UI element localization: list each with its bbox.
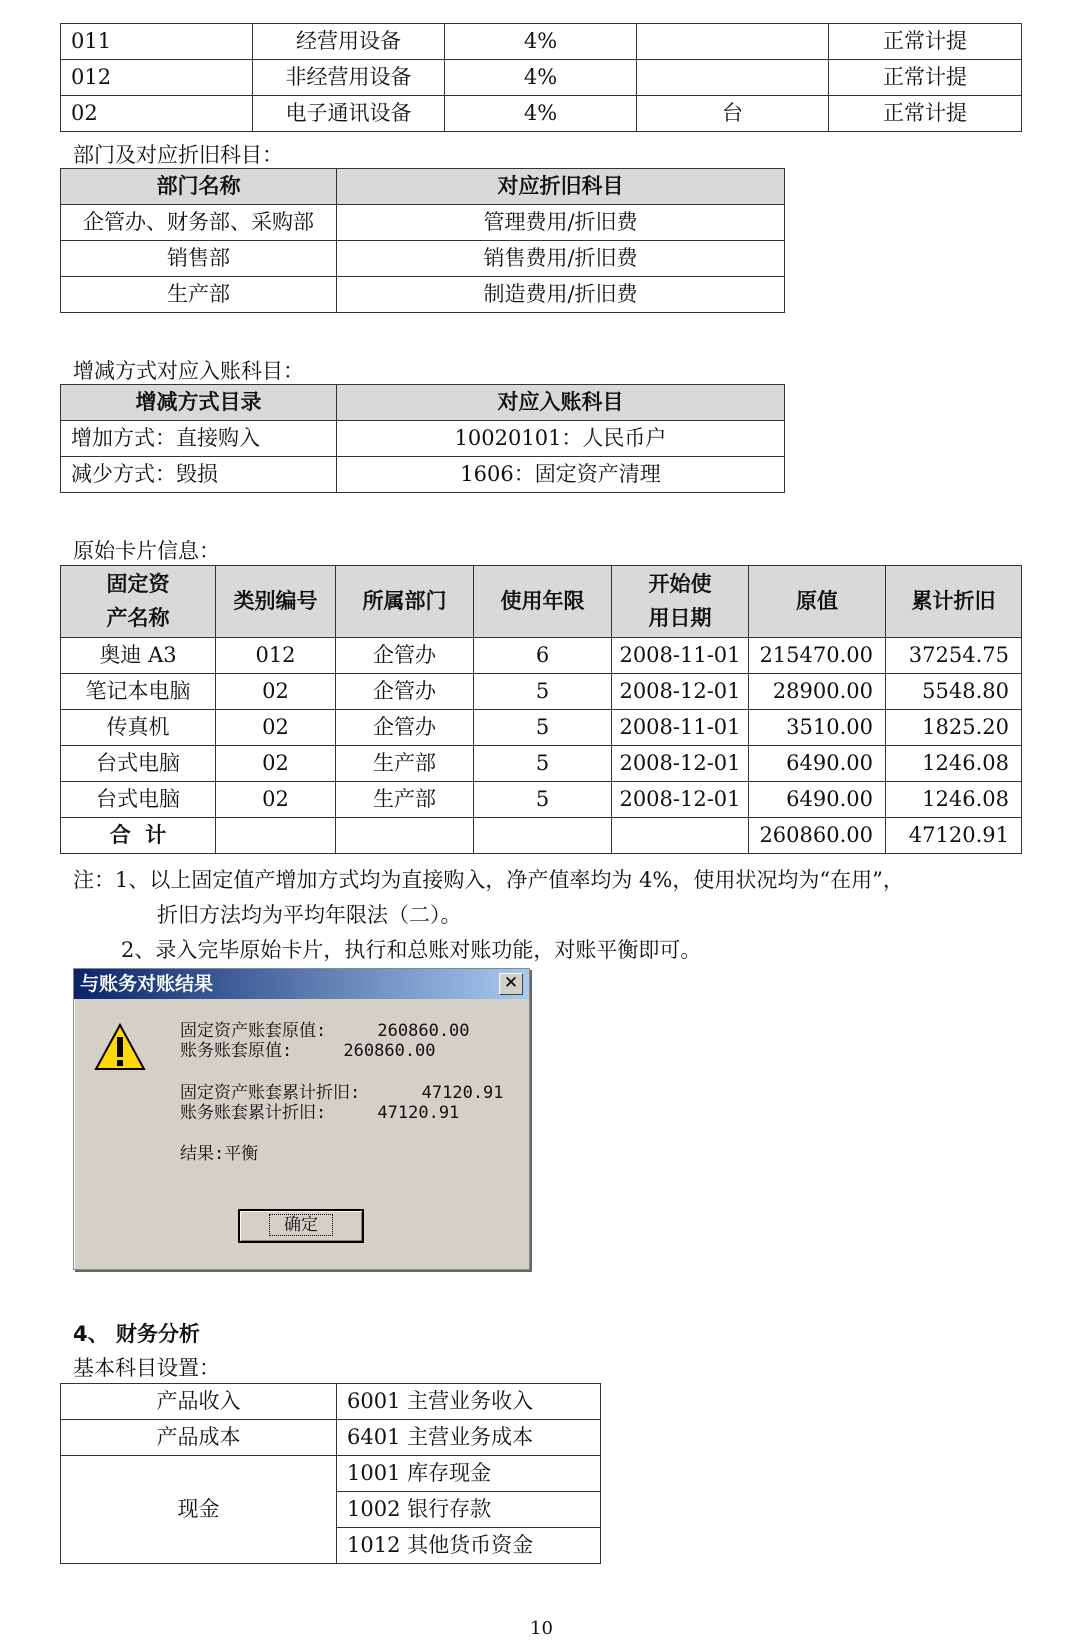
original-value: 3510.00 xyxy=(749,710,886,746)
section-subheading: 基本科目设置： xyxy=(73,1356,220,1380)
start-date: 2008-12-01 xyxy=(612,746,749,782)
table-row xyxy=(61,638,1022,674)
account-item: 1001 库存现金 xyxy=(337,1456,601,1492)
change-account: 1606：固定资产清理 xyxy=(337,457,785,493)
account-item: 1012 其他货币资金 xyxy=(337,1528,601,1564)
total-accum-depreciation: 47120.91 xyxy=(886,818,1022,854)
depreciation-mode: 正常计提 xyxy=(829,96,1022,132)
start-date: 2008-11-01 xyxy=(612,710,749,746)
category-name: 非经营用设备 xyxy=(253,60,445,96)
asset-name: 笔记本电脑 xyxy=(61,674,216,710)
column-header-accum-depreciation: 累计折旧 xyxy=(886,566,1022,638)
dept-name: 企管办、财务部、采购部 xyxy=(61,205,337,241)
unit xyxy=(637,24,829,60)
note-line-2: 折旧方法均为平均年限法（二）。 xyxy=(157,903,462,927)
years: 6 xyxy=(474,638,612,674)
total-label: 合 计 xyxy=(61,818,216,854)
depreciation-mode: 正常计提 xyxy=(829,60,1022,96)
ledger-original-value-line: 账务账套原值: 260860.00 xyxy=(180,1041,436,1061)
change-heading: 增减方式对应入账科目： xyxy=(73,359,304,383)
table-row xyxy=(61,710,1022,746)
table-row xyxy=(61,96,1022,132)
ledger-accum-depreciation-line: 账务账套累计折旧: 47120.91 xyxy=(180,1103,460,1123)
total-empty xyxy=(216,818,336,854)
years: 5 xyxy=(474,782,612,818)
dept-account: 销售费用/折旧费 xyxy=(337,241,785,277)
residual-rate: 4% xyxy=(445,60,637,96)
dept: 生产部 xyxy=(336,782,474,818)
basic-account-table xyxy=(60,1383,601,1564)
note-line-3: 2、录入完毕原始卡片，执行和总账对账功能，对账平衡即可。 xyxy=(121,938,702,962)
start-date: 2008-12-01 xyxy=(612,674,749,710)
original-value: 6490.00 xyxy=(749,746,886,782)
note-line-1: 注：1、以上固定值产增加方式均为直接购入，净产值率均为 4%，使用状况均为“在用”， xyxy=(73,868,904,892)
accum-depreciation: 1246.08 xyxy=(886,746,1022,782)
table-row xyxy=(61,421,785,457)
category-code: 012 xyxy=(216,638,336,674)
unit: 台 xyxy=(637,96,829,132)
account-label: 现金 xyxy=(61,1456,337,1564)
table-row xyxy=(61,24,1022,60)
category-code: 011 xyxy=(61,24,253,60)
accum-depreciation: 1246.08 xyxy=(886,782,1022,818)
original-value: 6490.00 xyxy=(749,782,886,818)
dept-table xyxy=(60,168,785,313)
category-name: 经营用设备 xyxy=(253,24,445,60)
asset-name: 传真机 xyxy=(61,710,216,746)
table-row xyxy=(61,1456,601,1492)
column-header-category-code: 类别编号 xyxy=(216,566,336,638)
unit xyxy=(637,60,829,96)
original-value: 28900.00 xyxy=(749,674,886,710)
table-row xyxy=(61,782,1022,818)
page-number: 10 xyxy=(530,1618,553,1639)
table-row xyxy=(61,277,785,313)
original-cards-table xyxy=(60,565,1022,854)
years: 5 xyxy=(474,746,612,782)
dept-account: 管理费用/折旧费 xyxy=(337,205,785,241)
column-header: 部门名称 xyxy=(61,169,337,205)
depreciation-mode: 正常计提 xyxy=(829,24,1022,60)
table-row xyxy=(61,1384,601,1420)
dept-account: 制造费用/折旧费 xyxy=(337,277,785,313)
residual-rate: 4% xyxy=(445,96,637,132)
change-method: 增加方式：直接购入 xyxy=(61,421,337,457)
reconciliation-dialog xyxy=(73,968,530,1270)
column-header-start-date: 开始使 用日期 xyxy=(612,566,749,638)
total-empty xyxy=(336,818,474,854)
account-item: 1002 银行存款 xyxy=(337,1492,601,1528)
category-code: 02 xyxy=(216,782,336,818)
dept: 企管办 xyxy=(336,638,474,674)
warning-icon xyxy=(94,1021,146,1073)
section-title: 4、 财务分析 xyxy=(73,1322,200,1346)
change-method-table xyxy=(60,384,785,493)
dept-name: 销售部 xyxy=(61,241,337,277)
dept: 企管办 xyxy=(336,674,474,710)
result-line: 结果:平衡 xyxy=(180,1144,259,1164)
asset-name: 奥迪 A3 xyxy=(61,638,216,674)
category-code: 02 xyxy=(216,710,336,746)
category-name: 电子通讯设备 xyxy=(253,96,445,132)
years: 5 xyxy=(474,710,612,746)
years: 5 xyxy=(474,674,612,710)
column-header-dept: 所属部门 xyxy=(336,566,474,638)
dialog-title-bar xyxy=(74,969,529,999)
dialog-title: 与账务对账结果 xyxy=(80,973,214,995)
start-date: 2008-11-01 xyxy=(612,638,749,674)
dept-name: 生产部 xyxy=(61,277,337,313)
table-header-row xyxy=(61,169,785,205)
accum-depreciation: 5548.80 xyxy=(886,674,1022,710)
ok-button-label: 确定 xyxy=(269,1214,333,1236)
table-row xyxy=(61,674,1022,710)
start-date: 2008-12-01 xyxy=(612,782,749,818)
account-label: 产品收入 xyxy=(61,1384,337,1420)
table-header-row xyxy=(61,566,1022,638)
column-header: 对应入账科目 xyxy=(337,385,785,421)
change-account: 10020101：人民币户 xyxy=(337,421,785,457)
asset-accum-depreciation-line: 固定资产账套累计折旧: 47120.91 xyxy=(180,1083,504,1103)
table-row xyxy=(61,457,785,493)
category-code: 02 xyxy=(216,746,336,782)
close-icon[interactable]: ✕ xyxy=(499,973,523,995)
total-empty xyxy=(474,818,612,854)
table-row xyxy=(61,746,1022,782)
table-row xyxy=(61,1420,601,1456)
asset-name: 台式电脑 xyxy=(61,782,216,818)
ok-button[interactable] xyxy=(238,1209,364,1243)
table-total-row xyxy=(61,818,1022,854)
asset-name: 台式电脑 xyxy=(61,746,216,782)
cards-heading: 原始卡片信息： xyxy=(73,539,220,563)
total-empty xyxy=(612,818,749,854)
change-method: 减少方式：毁损 xyxy=(61,457,337,493)
asset-original-value-line: 固定资产账套原值: 260860.00 xyxy=(180,1021,470,1041)
category-code: 012 xyxy=(61,60,253,96)
table-header-row xyxy=(61,385,785,421)
column-header: 对应折旧科目 xyxy=(337,169,785,205)
dept: 企管办 xyxy=(336,710,474,746)
total-original-value: 260860.00 xyxy=(749,818,886,854)
depreciation-category-table xyxy=(60,23,1022,132)
account-item: 6001 主营业务收入 xyxy=(337,1384,601,1420)
accum-depreciation: 1825.20 xyxy=(886,710,1022,746)
category-code: 02 xyxy=(61,96,253,132)
dept: 生产部 xyxy=(336,746,474,782)
category-code: 02 xyxy=(216,674,336,710)
account-item: 6401 主营业务成本 xyxy=(337,1420,601,1456)
table-row xyxy=(61,205,785,241)
accum-depreciation: 37254.75 xyxy=(886,638,1022,674)
column-header-asset-name: 固定资 产名称 xyxy=(61,566,216,638)
original-value: 215470.00 xyxy=(749,638,886,674)
column-header-years: 使用年限 xyxy=(474,566,612,638)
column-header: 增减方式目录 xyxy=(61,385,337,421)
table-row xyxy=(61,241,785,277)
account-label: 产品成本 xyxy=(61,1420,337,1456)
column-header-original-value: 原值 xyxy=(749,566,886,638)
table-row xyxy=(61,60,1022,96)
residual-rate: 4% xyxy=(445,24,637,60)
dept-heading: 部门及对应折旧科目： xyxy=(73,143,283,167)
